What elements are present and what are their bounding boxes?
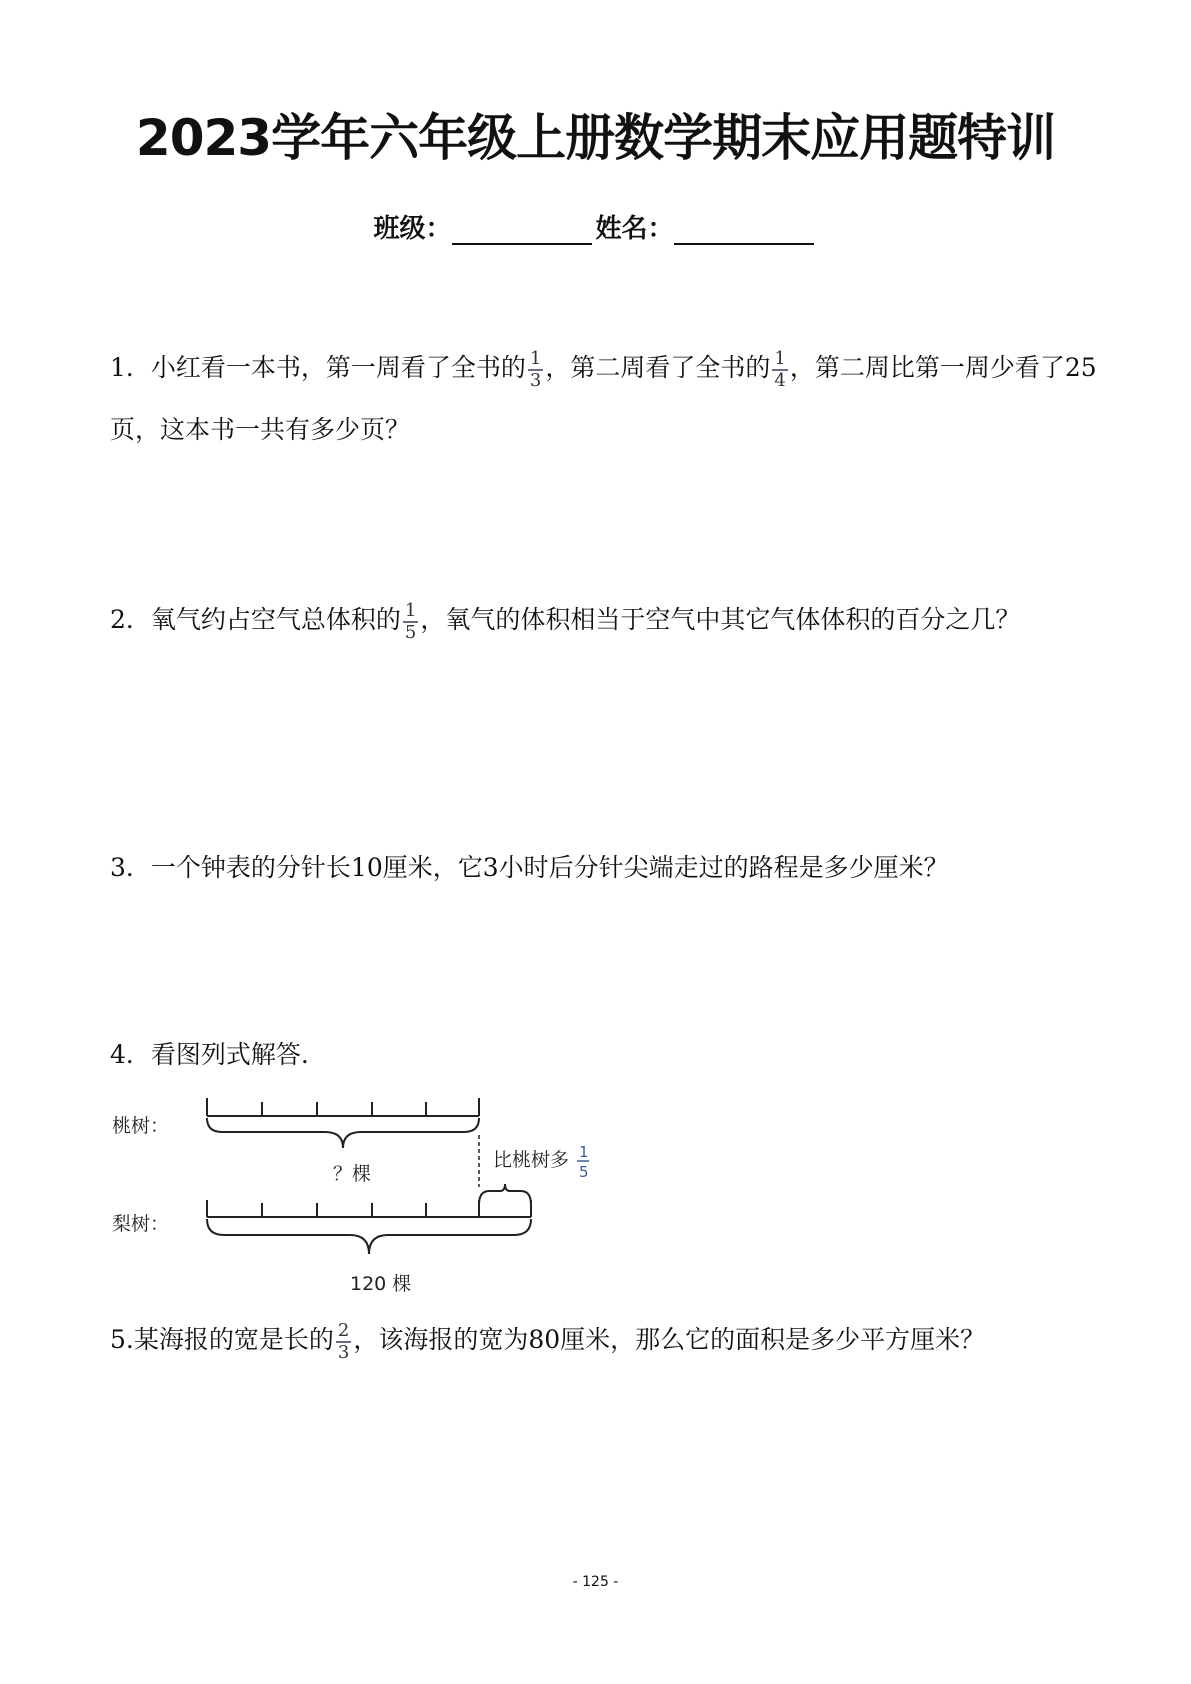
question-2: 2．氧气约占空气总体积的 $\frac{1}{5}$ ，氧气的体积相当于空气中其它气体体积的百分之几？ — [110, 599, 1021, 643]
pear-total: 120 棵 — [350, 1273, 412, 1295]
question-1: 1．小红看一本书，第一周看了全书的 $\frac{1}{3}$ ，第二周看了全书的 $\frac{1}{4}$ ，第二周比第一周少看了25页，这本书一共有多少页？ — [110, 347, 1097, 444]
fraction: $\frac{1}{5}$ — [404, 599, 417, 643]
fraction: $\frac{2}{3}$ — [337, 1319, 350, 1363]
extra-brace — [479, 1184, 531, 1205]
class-label: 班级： — [373, 214, 452, 244]
page-title: 2023学年六年级上册数学期末应用题特训 — [135, 109, 1056, 167]
question-5: 5.某海报的宽是长的 $\frac{2}{3}$ ，该海报的宽为80厘米，那么它的面积是多少平方厘米？ — [110, 1319, 986, 1363]
peach-brace — [207, 1118, 479, 1148]
fraction: $\frac{1}{3}$ — [529, 347, 542, 391]
name-label: 姓名： — [595, 214, 674, 244]
svg-text:5: 5 — [579, 1163, 589, 1181]
svg-text:1: 1 — [579, 1143, 589, 1161]
question-4: 4．看图列式解答. — [110, 1040, 309, 1069]
page-number: - 125 - — [572, 1574, 619, 1590]
pear-label: 梨树： — [112, 1213, 170, 1235]
peach-label: 桃树： — [112, 1115, 170, 1137]
fraction: $\frac{1}{4}$ — [774, 347, 786, 391]
question-3: 3．一个钟表的分针长10厘米，它3小时后分针尖端走过的路程是多少厘米？ — [110, 853, 949, 882]
pear-brace — [207, 1219, 531, 1254]
peach-total: ？棵 — [333, 1163, 372, 1185]
more-label: 比桃树多 — [493, 1149, 570, 1171]
